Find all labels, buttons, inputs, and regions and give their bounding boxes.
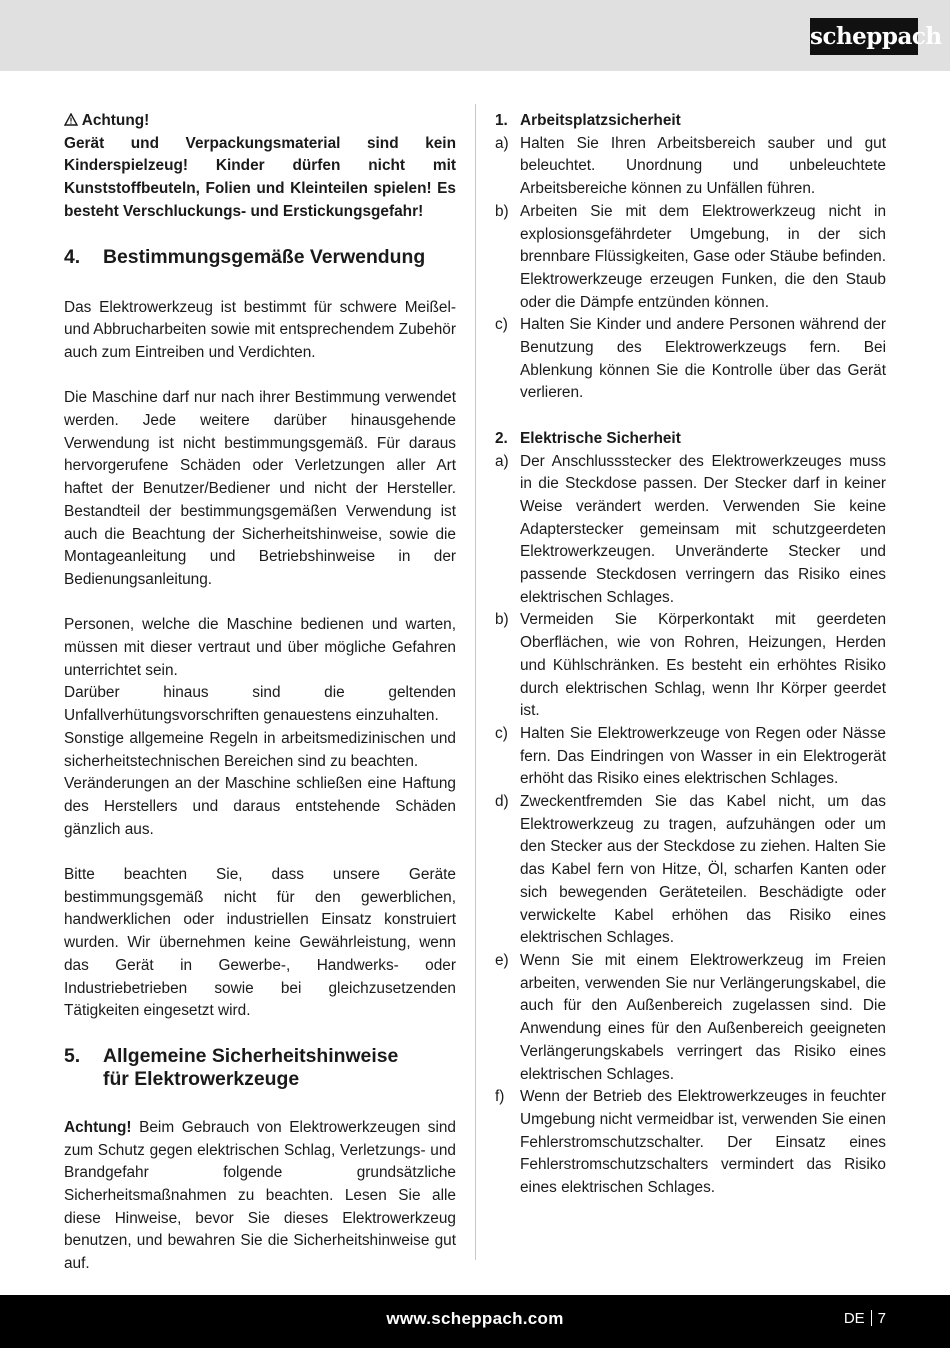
warning-text: Gerät und Verpackungsmaterial sind kein Kinderspielzeug! Kinder dürfen nicht mit Kunststoffbeuteln, Folien und Kleinteilen spielen! Es besteht Verschluckungs- und Erstickungsgefahr! [64, 134, 456, 220]
section-4-heading [64, 246, 456, 269]
intro-lead: Achtung! [64, 1118, 132, 1136]
warning-title: Achtung! [81, 112, 150, 129]
list-item: f) Wenn der Betrieb des Elektrowerkzeuges in feuchter Umgebung nicht vermeidbar ist, verwenden Sie einen Fehlerstromschutzschalter. Der Einsatz eines Fehlerstromschutzschalters vermindert das Risiko eines elektrischen Schlages. [495, 1088, 886, 1197]
subsection-number: 2. [495, 429, 508, 447]
paragraph: Bitte beachten Sie, dass unsere Geräte bestimmungsgemäß nicht für den gewerblichen, handwerklichen oder industriellen Einsatz konstruiert wurden. Wir übernehmen keine Gewährleistung, wenn das Gerät in Gewerbe-, Handwerks- oder Industriebetrieben sowie bei gleichzusetzenden Tätigkeiten eingesetzt wird. [64, 866, 456, 1020]
paragraph: Sonstige allgemeine Regeln in arbeitsmedizinischen und sicherheitstechnischen Bereichen sind zu beachten. [64, 729, 456, 770]
website-link[interactable]: www.scheppach.com [386, 1309, 564, 1328]
page-indicator [844, 1310, 886, 1327]
warning-block [64, 110, 456, 224]
language-code: DE [843, 1310, 865, 1327]
list-item: b) Vermeiden Sie Körperkontakt mit geerdeten Oberflächen, wie von Rohren, Heizungen, Herden und Kühlschränken. Es besteht ein erhöhtes Risiko durch elektrischen Schlag, wenn Ihr Körper geerdet ist. [495, 611, 886, 720]
section-title: Bestimmungsgemäße Verwendung [103, 245, 426, 268]
footer-separator [871, 1310, 872, 1326]
list-item: d) Zweckentfremden Sie das Kabel nicht, um das Elektrowerkzeug zu tragen, aufzuhängen oder um den Stecker aus der Steckdose zu ziehen. Halten Sie das Kabel fern von Hitze, Öl, scharfen Kanten oder sich bewegenden Geräteteilen. Beschädigte oder verwickelte Kabel erhöhen das Risiko eines elektrischen Schlages. [495, 793, 886, 947]
section-number: 4. [64, 245, 81, 268]
left-column [64, 110, 456, 1276]
paragraph: Die Maschine darf nur nach ihrer Bestimmung verwendet werden. Jede weitere darüber hinausgehende Verwendung ist nicht bestimmungsgemäß. Für daraus hervorgerufene Schäden oder Verletzungen aller Art haftet der Benutzer/Bediener und nicht der Hersteller. Bestandteil der bestimmungsgemäßen Verwendung ist auch die Beachtung der Sicherheitshinweise, sowie die Montageanleitung und Betriebshinweise in der Bedienungsanleitung. [64, 389, 456, 588]
page-number: 7 [877, 1310, 886, 1327]
subsection-title: Arbeitsplatzsicherheit [520, 112, 681, 129]
paragraph: Veränderungen an der Maschine schließen eine Haftung des Herstellers und daraus entstehende Schäden gänzlich aus. [64, 775, 456, 838]
intro-text: Beim Gebrauch von Elektrowerkzeugen sind zum Schutz gegen elektrischen Schlag, Verletzungs- und Brandgefahr folgende grundsätzliche Sicherheitsmaßnahmen zu beachten. Lesen Sie alle diese Hinweise, bevor Sie dieses Elektrowerkzeug benutzen, und bewahren Sie die Sicherheitshinweise gut auf. [64, 1118, 456, 1273]
warning-heading [64, 110, 456, 133]
paragraph: Das Elektrowerkzeug ist bestimmt für schwere Meißel- und Abbrucharbeiten sowie mit entsprechendem Zubehör auch zum Eintreiben und Verdichten. [64, 298, 456, 361]
section-title: Allgemeine Sicherheitshinweise für Elektrowerkzeuge [103, 1044, 399, 1090]
list-item: c) Halten Sie Kinder und andere Personen während der Benutzung des Elektrowerkzeugs fern. Bei Ablenkung können Sie die Kontrolle über das Gerät verlieren. [495, 316, 886, 402]
subsection-1-heading [495, 110, 886, 133]
subsection-number: 1. [495, 112, 508, 129]
paragraph: Darüber hinaus sind die geltenden Unfallverhütungsvorschriften genauestens einzuhalten. [64, 684, 456, 725]
scheppach-logo: scheppach [810, 18, 918, 55]
section-number: 5. [64, 1044, 81, 1067]
list-item: a) Halten Sie Ihren Arbeitsbereich sauber und gut beleuchtet. Unordnung und unbeleuchtete Arbeitsbereiche können zu Unfällen führen. [495, 134, 886, 198]
page-footer [0, 1295, 950, 1348]
section-5-intro [64, 1117, 456, 1276]
column-divider [475, 104, 476, 1260]
list-item: a) Der Anschlussstecker des Elektrowerkzeuges muss in die Steckdose passen. Der Stecker darf in keiner Weise verändert werden. Verwenden Sie keine Adapterstecker gemeinsam mit schutzgeerdeten Elektrowerkzeugen. Unveränderte Stecker und passende Steckdosen verringern das Risiko eines elektrischen Schlages. [495, 452, 886, 606]
section-5-heading [64, 1045, 456, 1091]
paragraph: Personen, welche die Maschine bedienen und warten, müssen mit dieser vertraut und über mögliche Gefahren unterrichtet sein. [64, 616, 456, 679]
list-item: b) Arbeiten Sie mit dem Elektrowerkzeug nicht in explosionsgefährdeter Umgebung, in der sich brennbare Flüssigkeiten, Gase oder Stäube befinden. Elektrowerkzeuge erzeugen Funken, die den Staub oder die Dämpfe entzünden können. [495, 202, 886, 311]
warning-triangle-icon [64, 112, 78, 129]
list-item: e) Wenn Sie mit einem Elektrowerkzeug im Freien arbeiten, verwenden Sie nur Verlängerungskabel, die auch für den Außenbereich zugelassen sind. Die Anwendung eines für den Außenbereich geeigneten Verlängerungskabels verringert das Risiko eines elektrischen Schlages. [495, 952, 886, 1083]
subsection-title: Elektrische Sicherheit [520, 429, 681, 447]
page-header [0, 0, 950, 71]
subsection-2-heading [495, 428, 886, 451]
list-item: c) Halten Sie Elektrowerkzeuge von Regen oder Nässe fern. Das Eindringen von Wasser in ein Elektrogerät erhöht das Risiko eines elektrischen Schlages. [495, 724, 886, 788]
right-column [495, 110, 886, 1200]
